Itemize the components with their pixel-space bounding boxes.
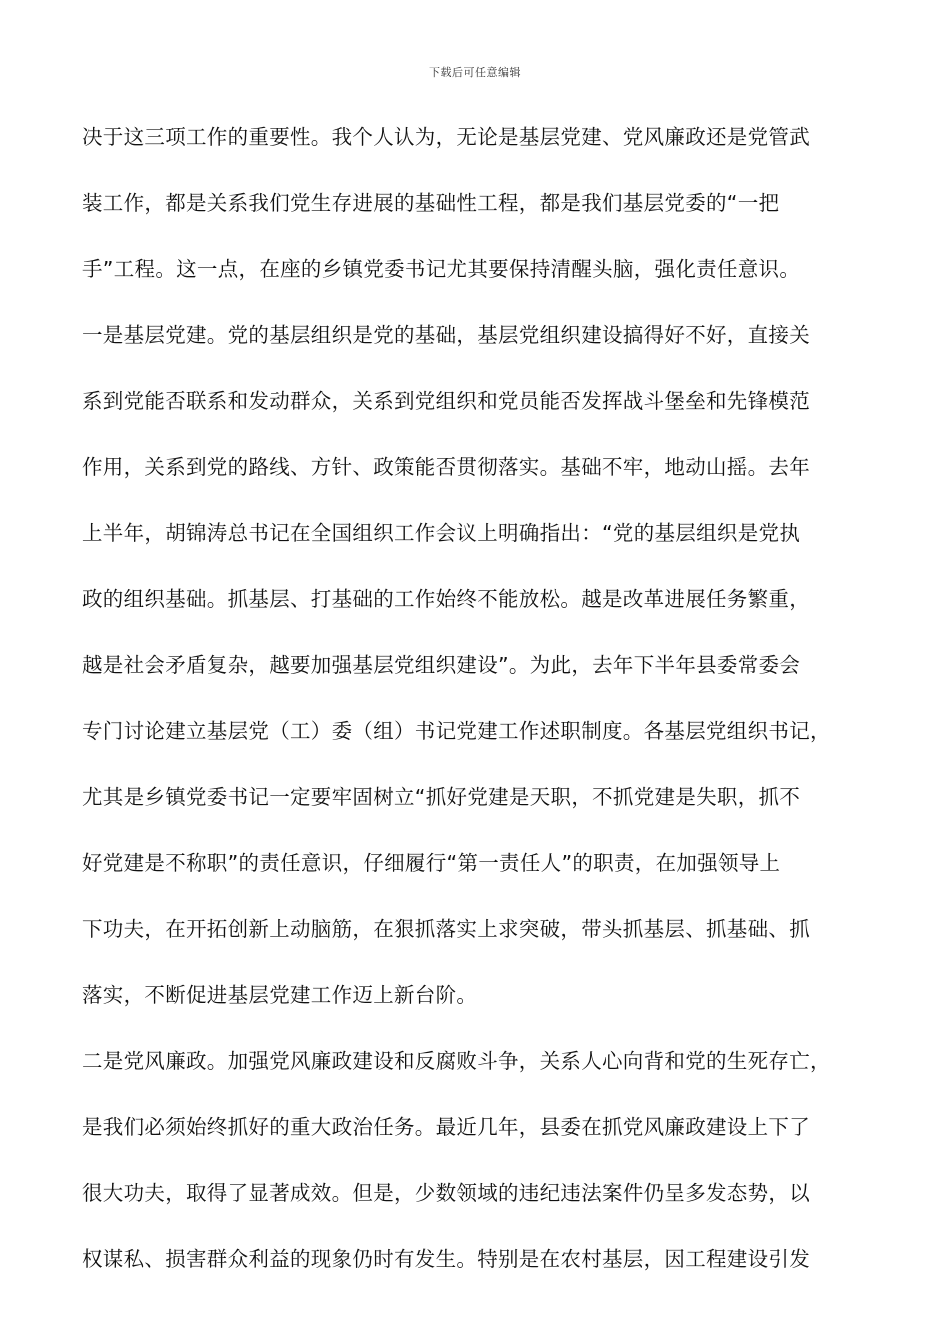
- text-line: 很大功夫，取得了显著成效。但是，少数领域的违纪违法案件仍呈多发态势，以: [82, 1181, 810, 1205]
- text-line: 一是基层党建。党的基层组织是党的基础，基层党组织建设搞得好不好，直接关: [82, 323, 810, 347]
- text-line: 越是社会矛盾复杂，越要加强基层党组织建设”。为此，去年下半年县委常委会: [82, 653, 801, 677]
- text-line: 落实，不断促进基层党建工作迈上新台阶。: [82, 983, 478, 1007]
- text-line: 好党建是不称职”的责任意识，仔细履行“第一责任人”的职责，在加强领导上: [82, 851, 781, 875]
- text-line: 系到党能否联系和发动群众，关系到党组织和党员能否发挥战斗堡垒和先锋模范: [82, 389, 810, 413]
- text-line: 决于这三项工作的重要性。我个人认为，无论是基层党建、党风廉政还是党管武: [82, 125, 810, 149]
- text-line: 专门讨论建立基层党（工）委（组）书记党建工作述职制度。各基层党组织书记，: [82, 719, 831, 743]
- body-text: [82, 118, 882, 1306]
- text-line: 二是党风廉政。加强党风廉政建设和反腐败斗争，关系人心向背和党的生死存亡，: [82, 1049, 831, 1073]
- text-line: 作用，关系到党的路线、方针、政策能否贯彻落实。基础不牢，地动山摇。去年: [82, 455, 810, 479]
- text-line: 装工作，都是关系我们党生存进展的基础性工程，都是我们基层党委的“一把: [82, 191, 780, 215]
- text-line: 政的组织基础。抓基层、打基础的工作始终不能放松。越是改革进展任务繁重，: [82, 587, 810, 611]
- header-note: 下载后可任意编辑: [429, 66, 521, 79]
- text-line: 下功夫，在开拓创新上动脑筋，在狠抓落实上求突破，带头抓基层、抓基础、抓: [82, 917, 810, 941]
- text-line: 尤其是乡镇党委书记一定要牢固树立“抓好党建是天职，不抓党建是失职，抓不: [82, 785, 801, 809]
- text-line: 权谋私、损害群众利益的现象仍时有发生。特别是在农村基层，因工程建设引发: [82, 1247, 810, 1271]
- text-line: 手”工程。这一点，在座的乡镇党委书记尤其要保持清醒头脑，强化责任意识。: [82, 257, 801, 281]
- text-line: 上半年，胡锦涛总书记在全国组织工作会议上明确指出：“党的基层组织是党执: [82, 521, 801, 545]
- text-line: 是我们必须始终抓好的重大政治任务。最近几年，县委在抓党风廉政建设上下了: [82, 1115, 810, 1139]
